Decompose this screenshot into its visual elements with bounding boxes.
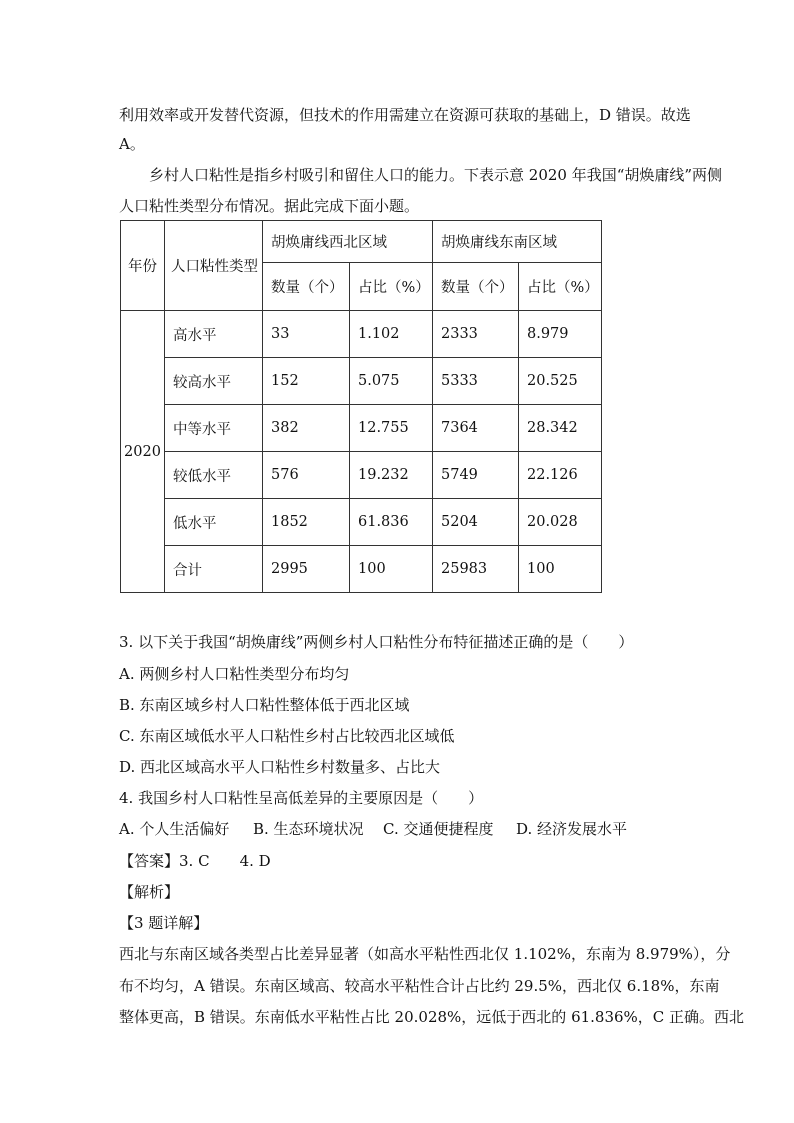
nw-ratio-cell: 61.836 bbox=[350, 499, 433, 546]
intro-line-2: A。 bbox=[119, 135, 145, 153]
se-ratio-header: 占比（%） bbox=[519, 263, 602, 311]
answer-text: 3. C 4. D bbox=[179, 852, 271, 870]
se-count-cell: 25983 bbox=[433, 546, 519, 593]
se-count-cell: 7364 bbox=[433, 405, 519, 452]
explanation-line-2: 布不均匀，A 错误。东南区域高、较高水平粘性合计占比约 29.5%，西北仅 6.18%，东南 bbox=[119, 977, 720, 995]
question-3-stem: 3. 以下关于我国“胡焕庸线”两侧乡村人口粘性分布特征描述正确的是（ ） bbox=[119, 633, 634, 651]
se-ratio-cell: 20.028 bbox=[519, 499, 602, 546]
analysis-label: 【解析】 bbox=[119, 883, 180, 901]
se-ratio-cell: 22.126 bbox=[519, 452, 602, 499]
nw-ratio-cell: 19.232 bbox=[350, 452, 433, 499]
nw-count-cell: 576 bbox=[263, 452, 350, 499]
nw-ratio-cell: 5.075 bbox=[350, 358, 433, 405]
se-count-cell: 5204 bbox=[433, 499, 519, 546]
explanation-line-1: 西北与东南区域各类型占比差异显著（如高水平粘性西北仅 1.102%，东南为 8.979%），分 bbox=[119, 945, 731, 963]
year-cell: 2020 bbox=[121, 311, 165, 593]
se-count-header: 数量（个） bbox=[433, 263, 519, 311]
se-count-cell: 2333 bbox=[433, 311, 519, 358]
question-4-option-d: D. 经济发展水平 bbox=[516, 820, 628, 838]
question-4-option-a: A. 个人生活偏好 bbox=[119, 820, 230, 838]
question-3-option-d: D. 西北区域高水平人口粘性乡村数量多、占比大 bbox=[119, 758, 441, 776]
type-cell: 中等水平 bbox=[165, 405, 263, 452]
nw-ratio-cell: 1.102 bbox=[350, 311, 433, 358]
material-line-1: 乡村人口粘性是指乡村吸引和留住人口的能力。下表示意 2020 年我国“胡焕庸线”两侧 bbox=[149, 166, 723, 184]
question-4-option-b: B. 生态环境状况 bbox=[253, 820, 364, 838]
nw-count-cell: 382 bbox=[263, 405, 350, 452]
answer-label: 【答案】 bbox=[119, 852, 180, 870]
nw-count-cell: 2995 bbox=[263, 546, 350, 593]
explanation-line-3: 整体更高，B 错误。东南低水平粘性占比 20.028%，远低于西北的 61.836%，C 正确。西北 bbox=[119, 1008, 745, 1026]
answer-line bbox=[119, 851, 271, 871]
question-4-stem: 4. 我国乡村人口粘性呈高低差异的主要原因是（ ） bbox=[119, 789, 484, 807]
question-3-option-c: C. 东南区域低水平人口粘性乡村占比较西北区域低 bbox=[119, 727, 455, 745]
population-stickiness-table bbox=[120, 220, 602, 593]
se-count-cell: 5749 bbox=[433, 452, 519, 499]
se-ratio-cell: 8.979 bbox=[519, 311, 602, 358]
year-header: 年份 bbox=[121, 221, 165, 311]
table-row bbox=[121, 546, 602, 593]
region-nw-header: 胡焕庸线西北区域 bbox=[263, 221, 433, 263]
se-ratio-cell: 20.525 bbox=[519, 358, 602, 405]
nw-count-cell: 1852 bbox=[263, 499, 350, 546]
type-cell: 合计 bbox=[165, 546, 263, 593]
nw-count-cell: 33 bbox=[263, 311, 350, 358]
type-cell: 高水平 bbox=[165, 311, 263, 358]
se-ratio-cell: 100 bbox=[519, 546, 602, 593]
table-row bbox=[121, 311, 602, 358]
se-ratio-cell: 28.342 bbox=[519, 405, 602, 452]
table-row bbox=[121, 452, 602, 499]
question-3-option-a: A. 两侧乡村人口粘性类型分布均匀 bbox=[119, 665, 350, 683]
type-cell: 较低水平 bbox=[165, 452, 263, 499]
table-row bbox=[121, 499, 602, 546]
type-header: 人口粘性类型 bbox=[165, 221, 263, 311]
intro-line-1: 利用效率或开发替代资源，但技术的作用需建立在资源可获取的基础上，D 错误。故选 bbox=[119, 106, 691, 124]
table-row bbox=[121, 358, 602, 405]
nw-ratio-cell: 12.755 bbox=[350, 405, 433, 452]
nw-count-cell: 152 bbox=[263, 358, 350, 405]
type-cell: 低水平 bbox=[165, 499, 263, 546]
nw-count-header: 数量（个） bbox=[263, 263, 350, 311]
se-count-cell: 5333 bbox=[433, 358, 519, 405]
material-line-2: 人口粘性类型分布情况。据此完成下面小题。 bbox=[119, 197, 420, 215]
detail-label: 【3 题详解】 bbox=[119, 914, 209, 932]
type-cell: 较高水平 bbox=[165, 358, 263, 405]
table-row bbox=[121, 405, 602, 452]
question-4-options bbox=[119, 819, 627, 839]
question-4-option-c: C. 交通便捷程度 bbox=[383, 820, 494, 838]
nw-ratio-cell: 100 bbox=[350, 546, 433, 593]
question-3-option-b: B. 东南区域乡村人口粘性整体低于西北区域 bbox=[119, 696, 410, 714]
region-se-header: 胡焕庸线东南区域 bbox=[433, 221, 602, 263]
nw-ratio-header: 占比（%） bbox=[350, 263, 433, 311]
